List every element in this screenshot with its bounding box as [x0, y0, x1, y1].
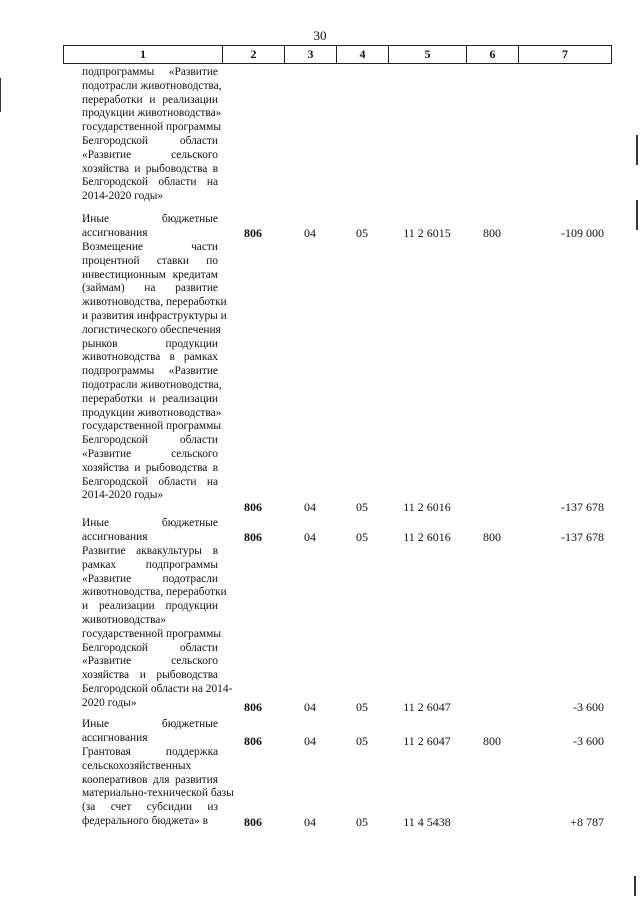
page-number: 30 — [313, 28, 327, 43]
cell-section: 04 — [304, 815, 316, 829]
cell-expense-type: 800 — [483, 530, 501, 544]
cell-target-article: 11 2 6015 — [403, 226, 451, 240]
description-line: переработки и реализации — [82, 392, 218, 405]
description-line: «Развитие сельского — [82, 148, 218, 161]
description-line: продукции животноводства» — [82, 107, 222, 120]
cell-section: 04 — [304, 700, 316, 714]
description-line: Иные бюджетные — [82, 213, 218, 225]
column-header-4: 4 — [337, 46, 389, 64]
column-header-6: 6 — [467, 46, 519, 64]
description-line: животноводства, переработки — [82, 586, 227, 599]
cell-subsection: 05 — [356, 815, 368, 829]
column-header-table — [63, 45, 612, 64]
cell-subsection: 05 — [356, 734, 368, 748]
cell-subsection: 05 — [356, 226, 368, 240]
description-line: Белгородской области — [82, 641, 218, 654]
description-line: и развития инфраструктуры и — [82, 309, 227, 322]
description-line: «Развитие сельского — [82, 655, 218, 668]
description-line: Иные бюджетные — [82, 718, 218, 730]
cell-amount: +8 787 — [570, 815, 604, 829]
description-line: (за счет субсидии из — [82, 801, 218, 814]
cell-ministry-code: 806 — [244, 500, 262, 514]
description-line: кооперативов для развития — [82, 773, 218, 786]
table-row — [0, 731, 640, 748]
table-row — [0, 226, 640, 240]
description-line: логистического обеспечения — [82, 323, 221, 336]
description-line: и реализации продукции — [82, 600, 218, 613]
cell-target-article: 11 2 6016 — [403, 530, 451, 544]
cell-ministry-code: 806 — [244, 700, 262, 714]
cell-subsection: 05 — [356, 700, 368, 714]
cell-amount: -3 600 — [573, 734, 604, 748]
description-line: (займам) на развитие — [82, 282, 218, 295]
table-row — [0, 700, 640, 714]
description-line: государственной программы — [82, 420, 222, 433]
description-line: животноводства в рамках — [82, 351, 218, 364]
description-line: животноводства, переработки — [82, 296, 227, 309]
cell-ministry-code: 806 — [244, 734, 262, 748]
cell-ministry-code: 806 — [244, 226, 262, 240]
description-line: хозяйства и рыбоводства — [82, 669, 218, 682]
cell-target-article: 11 2 6016 — [403, 500, 451, 514]
table-row — [0, 530, 640, 544]
cell-section: 04 — [304, 500, 316, 514]
description-line: материально-технической базы — [82, 787, 234, 800]
cell-ministry-code: 806 — [244, 815, 262, 829]
description-block-5 — [82, 545, 233, 711]
description-line: сельскохозяйственных — [82, 759, 192, 772]
cell-target-article: 11 4 5438 — [403, 815, 451, 829]
description-line: хозяйства и рыбоводства в — [82, 162, 218, 175]
cell-expense-type: 800 — [483, 734, 501, 748]
table-row — [0, 815, 640, 829]
description-line: хозяйства и рыбоводства в — [82, 461, 218, 474]
description-line: Белгородской области — [82, 134, 218, 147]
description-line: процентной ставки по — [82, 254, 218, 267]
cell-section: 04 — [304, 734, 316, 748]
description-line: ассигнования — [82, 731, 148, 744]
cell-amount: -3 600 — [573, 700, 604, 714]
cell-expense-type: 800 — [483, 226, 501, 240]
cell-target-article: 11 2 6047 — [403, 700, 451, 714]
description-line: государственной программы — [82, 121, 222, 134]
cell-section: 04 — [304, 226, 316, 240]
description-line: подотрасли животноводства, — [82, 79, 222, 92]
description-line: Возмещение части — [82, 241, 218, 253]
description-line: Белгородской области на — [82, 475, 218, 488]
description-line: 2020 годы» — [82, 696, 137, 709]
description-line: ассигнования — [82, 226, 148, 239]
cell-section: 04 — [304, 530, 316, 544]
description-line: Грантовая поддержка — [82, 746, 218, 758]
description-line: «Развитие сельского — [82, 447, 218, 460]
cell-amount: -137 678 — [561, 530, 604, 544]
description-line: Белгородской области на 2014- — [82, 682, 233, 695]
description-line: Белгородской области на — [82, 176, 218, 189]
description-line: животноводства» — [82, 613, 167, 626]
description-line: ассигнования — [82, 530, 148, 543]
scan-edge-mark — [636, 200, 638, 230]
table-row — [0, 500, 640, 514]
description-line: государственной программы — [82, 627, 222, 640]
cell-subsection: 05 — [356, 530, 368, 544]
description-line: Развитие аквакультуры в — [82, 545, 218, 557]
description-line: 2014-2020 годы» — [82, 489, 164, 502]
cell-subsection: 05 — [356, 500, 368, 514]
description-line: Иные бюджетные — [82, 517, 218, 529]
description-block-1 — [82, 66, 222, 204]
column-header-2: 2 — [223, 46, 285, 64]
column-header-5: 5 — [389, 46, 467, 64]
description-line: «Развитие подотрасли — [82, 572, 218, 585]
column-header-3: 3 — [285, 46, 337, 64]
description-line: 2014-2020 годы» — [82, 190, 164, 203]
cell-ministry-code: 806 — [244, 530, 262, 544]
description-line: подпрограммы «Развитие — [82, 66, 218, 78]
scan-edge-mark — [0, 78, 1, 112]
description-line: инвестиционным кредитам — [82, 268, 218, 281]
column-header-row — [64, 46, 612, 64]
description-block-3 — [82, 241, 227, 503]
description-line: рынков продукции — [82, 337, 218, 350]
description-line: федерального бюджета» в — [82, 814, 208, 827]
scan-edge-mark — [634, 876, 636, 896]
cell-amount: -109 000 — [561, 226, 604, 240]
cell-target-article: 11 2 6047 — [403, 734, 451, 748]
description-line: подотрасли животноводства, — [82, 378, 222, 391]
description-line: продукции животноводства» — [82, 406, 222, 419]
column-header-1: 1 — [64, 46, 223, 64]
description-line: рамках подпрограммы — [82, 558, 218, 571]
description-line: подпрограммы «Развитие — [82, 365, 218, 378]
column-header-7: 7 — [519, 46, 612, 64]
description-line: переработки и реализации — [82, 93, 218, 106]
description-line: Белгородской области — [82, 434, 218, 447]
cell-amount: -137 678 — [561, 500, 604, 514]
scan-edge-mark — [636, 135, 638, 165]
